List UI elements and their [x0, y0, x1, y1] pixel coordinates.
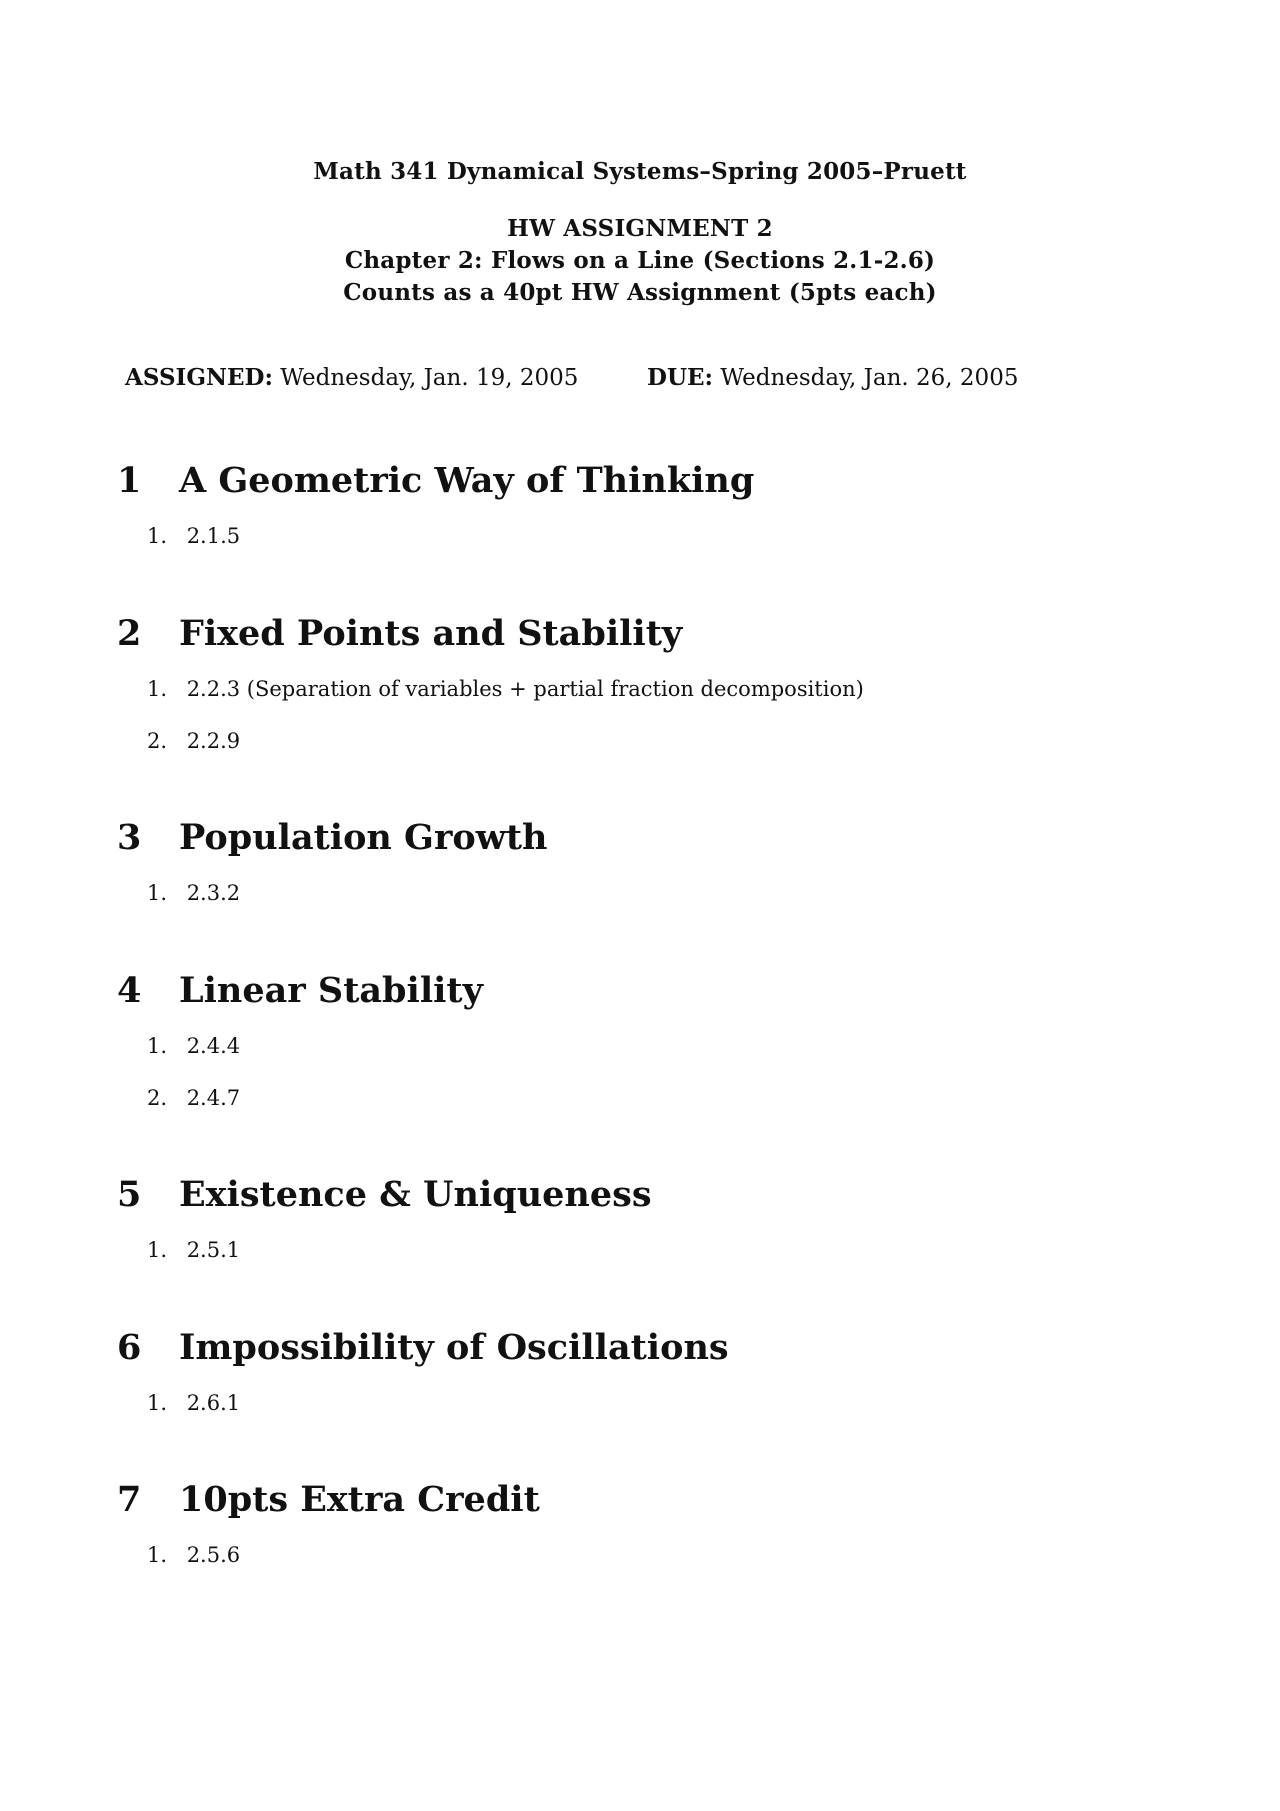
section-number: 7	[117, 1479, 142, 1520]
item-number: 1.	[147, 1543, 168, 1567]
item-number: 2.	[147, 729, 168, 753]
problem-item	[117, 669, 1217, 721]
section-title: Existence & Uniqueness	[179, 1174, 652, 1215]
section-heading	[117, 1170, 1217, 1220]
item-text: 2.6.1	[186, 1391, 241, 1415]
section-number: 2	[117, 613, 142, 654]
section-title: A Geometric Way of Thinking	[179, 460, 755, 501]
item-text: 2.5.6	[186, 1543, 241, 1567]
course-title: Math 341 Dynamical Systems–Spring 2005–Pruett	[313, 158, 967, 185]
item-number: 1.	[147, 524, 168, 548]
item-text: 2.1.5	[186, 524, 241, 548]
item-number: 1.	[147, 1238, 168, 1262]
item-number: 1.	[147, 1391, 168, 1415]
item-number: 2.	[147, 1086, 168, 1110]
section-number: 6	[117, 1327, 142, 1368]
problem-list	[117, 669, 1217, 773]
dates-line	[125, 364, 1019, 391]
problem-list	[117, 1230, 1217, 1282]
problem-item	[117, 873, 1217, 925]
assignment-title: HW ASSIGNMENT 2	[507, 215, 773, 242]
section-heading	[117, 1475, 1217, 1525]
item-text: 2.3.2	[186, 881, 241, 905]
problem-item	[117, 1383, 1217, 1435]
item-text: 2.2.9	[186, 729, 241, 753]
section-number: 5	[117, 1174, 142, 1215]
due-date: Wednesday, Jan. 26, 2005	[720, 365, 1019, 391]
section-heading	[117, 456, 1217, 506]
section-title: Impossibility of Oscillations	[179, 1327, 729, 1368]
problem-list	[117, 1535, 1217, 1587]
item-text: 2.4.4	[186, 1034, 241, 1058]
item-text: 2.2.3 (Separation of variables + partial fraction decomposition)	[186, 677, 864, 701]
assignment-block	[0, 213, 1280, 309]
problem-list	[117, 1383, 1217, 1435]
section-1	[117, 456, 1217, 568]
section-5	[117, 1170, 1217, 1282]
section-heading	[117, 966, 1217, 1016]
section-2	[117, 609, 1217, 773]
document-header	[0, 158, 1280, 309]
problem-list	[117, 516, 1217, 568]
section-7	[117, 1475, 1217, 1587]
section-number: 1	[117, 460, 142, 501]
section-3	[117, 813, 1217, 925]
section-heading	[117, 1323, 1217, 1373]
due-group	[647, 364, 1018, 391]
due-label: DUE:	[647, 364, 714, 391]
points-line: Counts as a 40pt HW Assignment (5pts each)	[343, 279, 937, 306]
chapter-line: Chapter 2: Flows on a Line (Sections 2.1-2.6)	[344, 247, 936, 274]
problem-list	[117, 873, 1217, 925]
problem-item	[117, 1535, 1217, 1587]
problem-item	[117, 1026, 1217, 1078]
item-number: 1.	[147, 1034, 168, 1058]
section-number: 3	[117, 817, 142, 858]
section-4	[117, 966, 1217, 1130]
problem-item	[117, 721, 1217, 773]
problem-item	[117, 516, 1217, 568]
item-number: 1.	[147, 881, 168, 905]
section-heading	[117, 813, 1217, 863]
assigned-label: ASSIGNED:	[125, 364, 273, 391]
item-text: 2.4.7	[186, 1086, 241, 1110]
problem-item	[117, 1230, 1217, 1282]
item-text: 2.5.1	[186, 1238, 241, 1262]
problem-item	[117, 1078, 1217, 1130]
problem-list	[117, 1026, 1217, 1130]
section-heading	[117, 609, 1217, 659]
item-number: 1.	[147, 677, 168, 701]
section-title: Fixed Points and Stability	[179, 613, 683, 654]
section-title: Linear Stability	[179, 970, 483, 1011]
section-6	[117, 1323, 1217, 1435]
section-title: 10pts Extra Credit	[179, 1479, 540, 1520]
section-number: 4	[117, 970, 142, 1011]
section-title: Population Growth	[179, 817, 548, 858]
assigned-date: Wednesday, Jan. 19, 2005	[280, 365, 579, 391]
